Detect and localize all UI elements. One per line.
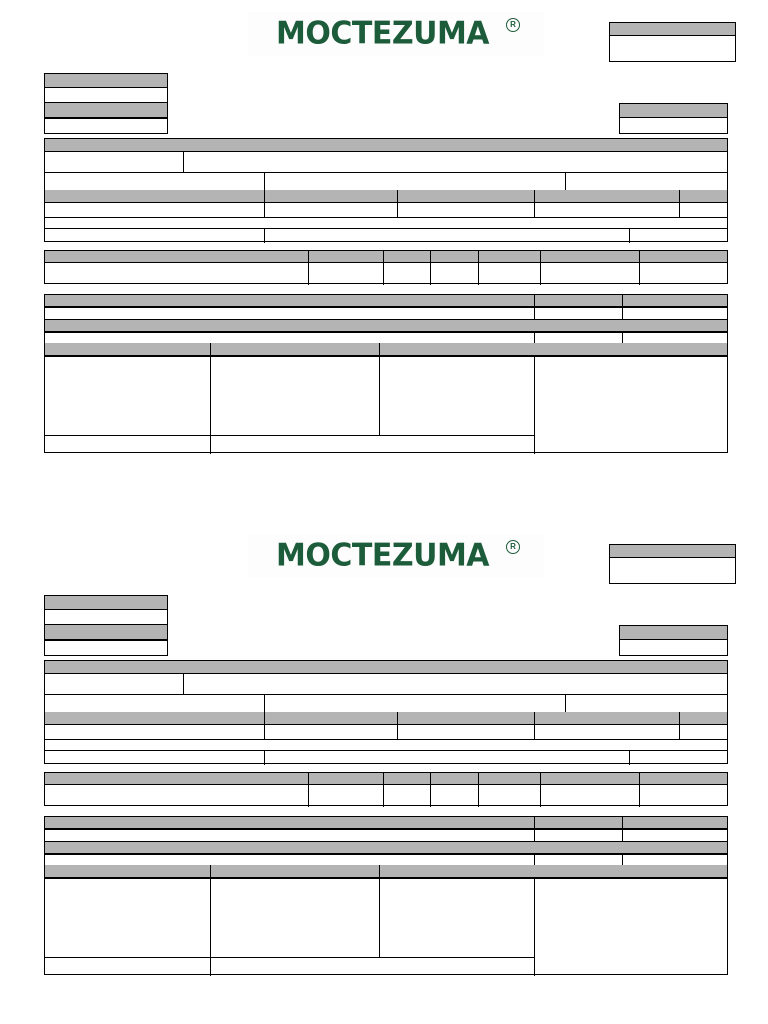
moctezuma-logo — [248, 534, 544, 578]
items-section — [44, 250, 728, 284]
top-right-box-header — [610, 545, 735, 558]
top-left-box — [44, 73, 168, 134]
moctezuma-logo — [248, 12, 544, 56]
top-right-box-header — [610, 23, 735, 36]
top-left-header-1 — [45, 596, 167, 610]
info-subheader — [45, 712, 727, 725]
info-subheader — [45, 190, 727, 203]
top-left-box — [44, 595, 168, 656]
info-header — [45, 139, 727, 152]
top-left-header-2 — [45, 103, 167, 118]
top-right-box — [609, 22, 736, 62]
info-section — [44, 660, 728, 764]
items-section — [44, 772, 728, 806]
registered-mark-icon: R — [506, 18, 520, 32]
items-header — [45, 773, 727, 785]
top-left-header-1 — [45, 74, 167, 88]
bottom-section — [44, 816, 728, 975]
right-small-box-header — [620, 626, 727, 640]
right-small-box-header — [620, 104, 727, 118]
top-right-box — [609, 544, 736, 584]
logo-wordmark: MOCTEZUMA — [276, 15, 490, 52]
right-small-box — [619, 625, 728, 656]
items-header — [45, 251, 727, 263]
bottom-header-2 — [45, 842, 727, 854]
logo-wordmark: MOCTEZUMA — [276, 537, 490, 574]
form-sheet-2 — [0, 522, 768, 1002]
bottom-section — [44, 294, 728, 453]
right-small-box — [619, 103, 728, 134]
bottom-header-2 — [45, 320, 727, 332]
form-sheet-1 — [0, 0, 768, 480]
info-section — [44, 138, 728, 242]
top-left-header-2 — [45, 625, 167, 640]
registered-mark-icon: R — [506, 540, 520, 554]
info-header — [45, 661, 727, 674]
